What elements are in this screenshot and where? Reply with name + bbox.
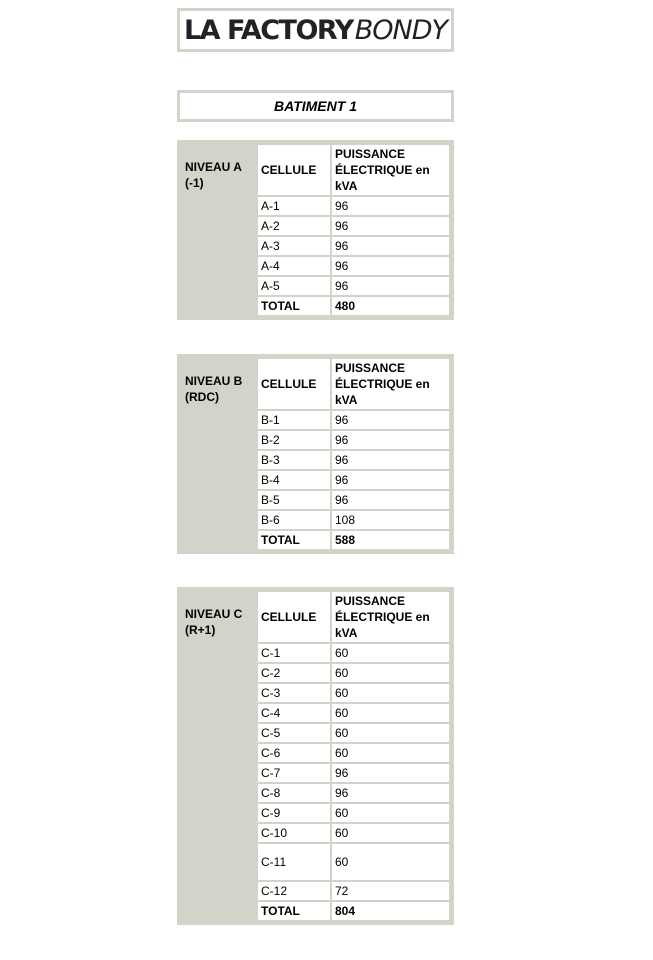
- row-cell: C-3: [258, 684, 330, 702]
- row-cell: A-5: [258, 277, 330, 295]
- row-power: 96: [332, 431, 449, 449]
- row-cell: C-7: [258, 764, 330, 782]
- row-power: 72: [332, 882, 449, 900]
- row-power: 96: [332, 411, 449, 429]
- level-label: NIVEAU B (RDC): [182, 359, 256, 549]
- total-label: TOTAL: [258, 531, 330, 549]
- row-power: 60: [332, 704, 449, 722]
- table-header-row: [182, 359, 449, 409]
- row-power: 60: [332, 684, 449, 702]
- row-power: 96: [332, 197, 449, 215]
- row-power: 60: [332, 724, 449, 742]
- total-label: TOTAL: [258, 297, 330, 315]
- row-cell: C-2: [258, 664, 330, 682]
- logo: [177, 8, 454, 52]
- building-title-text: BATIMENT 1: [180, 93, 451, 119]
- row-power: 60: [332, 644, 449, 662]
- row-cell: B-2: [258, 431, 330, 449]
- logo-text-secondary: BONDY: [354, 14, 448, 46]
- table-header-row: [182, 145, 449, 195]
- row-cell: B-4: [258, 471, 330, 489]
- level-b-grid: [180, 357, 451, 551]
- row-cell: A-1: [258, 197, 330, 215]
- row-power: 96: [332, 764, 449, 782]
- row-cell: C-12: [258, 882, 330, 900]
- row-cell: C-11: [258, 844, 330, 880]
- row-power: 108: [332, 511, 449, 529]
- row-cell: C-9: [258, 804, 330, 822]
- header-power: PUISSANCE ÉLECTRIQUE en kVA: [332, 359, 449, 409]
- row-cell: C-6: [258, 744, 330, 762]
- row-cell: C-1: [258, 644, 330, 662]
- total-value: 588: [332, 531, 449, 549]
- header-cell: CELLULE: [258, 145, 330, 195]
- row-cell: C-4: [258, 704, 330, 722]
- level-label: NIVEAU A (-1): [182, 145, 256, 315]
- building-title: [177, 90, 454, 122]
- level-b-table: [177, 354, 454, 554]
- row-cell: A-4: [258, 257, 330, 275]
- total-value: 804: [332, 902, 449, 920]
- row-power: 96: [332, 491, 449, 509]
- logo-text-primary: LA FACTORY: [183, 14, 353, 46]
- row-power: 60: [332, 824, 449, 842]
- logo-inner: [180, 11, 451, 49]
- total-value: 480: [332, 297, 449, 315]
- row-power: 60: [332, 844, 449, 880]
- row-power: 60: [332, 744, 449, 762]
- row-power: 96: [332, 277, 449, 295]
- header-cell: CELLULE: [258, 592, 330, 642]
- row-power: 96: [332, 237, 449, 255]
- row-cell: A-3: [258, 237, 330, 255]
- level-a-table: [177, 140, 454, 320]
- row-power: 96: [332, 257, 449, 275]
- row-power: 96: [332, 217, 449, 235]
- row-power: 96: [332, 471, 449, 489]
- row-cell: C-10: [258, 824, 330, 842]
- level-label: NIVEAU C (R+1): [182, 592, 256, 920]
- row-cell: C-5: [258, 724, 330, 742]
- level-c-table: [177, 587, 454, 925]
- header-power: PUISSANCE ÉLECTRIQUE en kVA: [332, 145, 449, 195]
- row-cell: B-1: [258, 411, 330, 429]
- row-cell: B-6: [258, 511, 330, 529]
- row-power: 60: [332, 804, 449, 822]
- row-cell: C-8: [258, 784, 330, 802]
- row-power: 60: [332, 664, 449, 682]
- level-c-grid: [180, 590, 451, 922]
- header-power: PUISSANCE ÉLECTRIQUE en kVA: [332, 592, 449, 642]
- level-a-grid: [180, 143, 451, 317]
- total-label: TOTAL: [258, 902, 330, 920]
- row-power: 96: [332, 451, 449, 469]
- row-power: 96: [332, 784, 449, 802]
- row-cell: B-5: [258, 491, 330, 509]
- table-header-row: [182, 592, 449, 642]
- row-cell: A-2: [258, 217, 330, 235]
- row-cell: B-3: [258, 451, 330, 469]
- header-cell: CELLULE: [258, 359, 330, 409]
